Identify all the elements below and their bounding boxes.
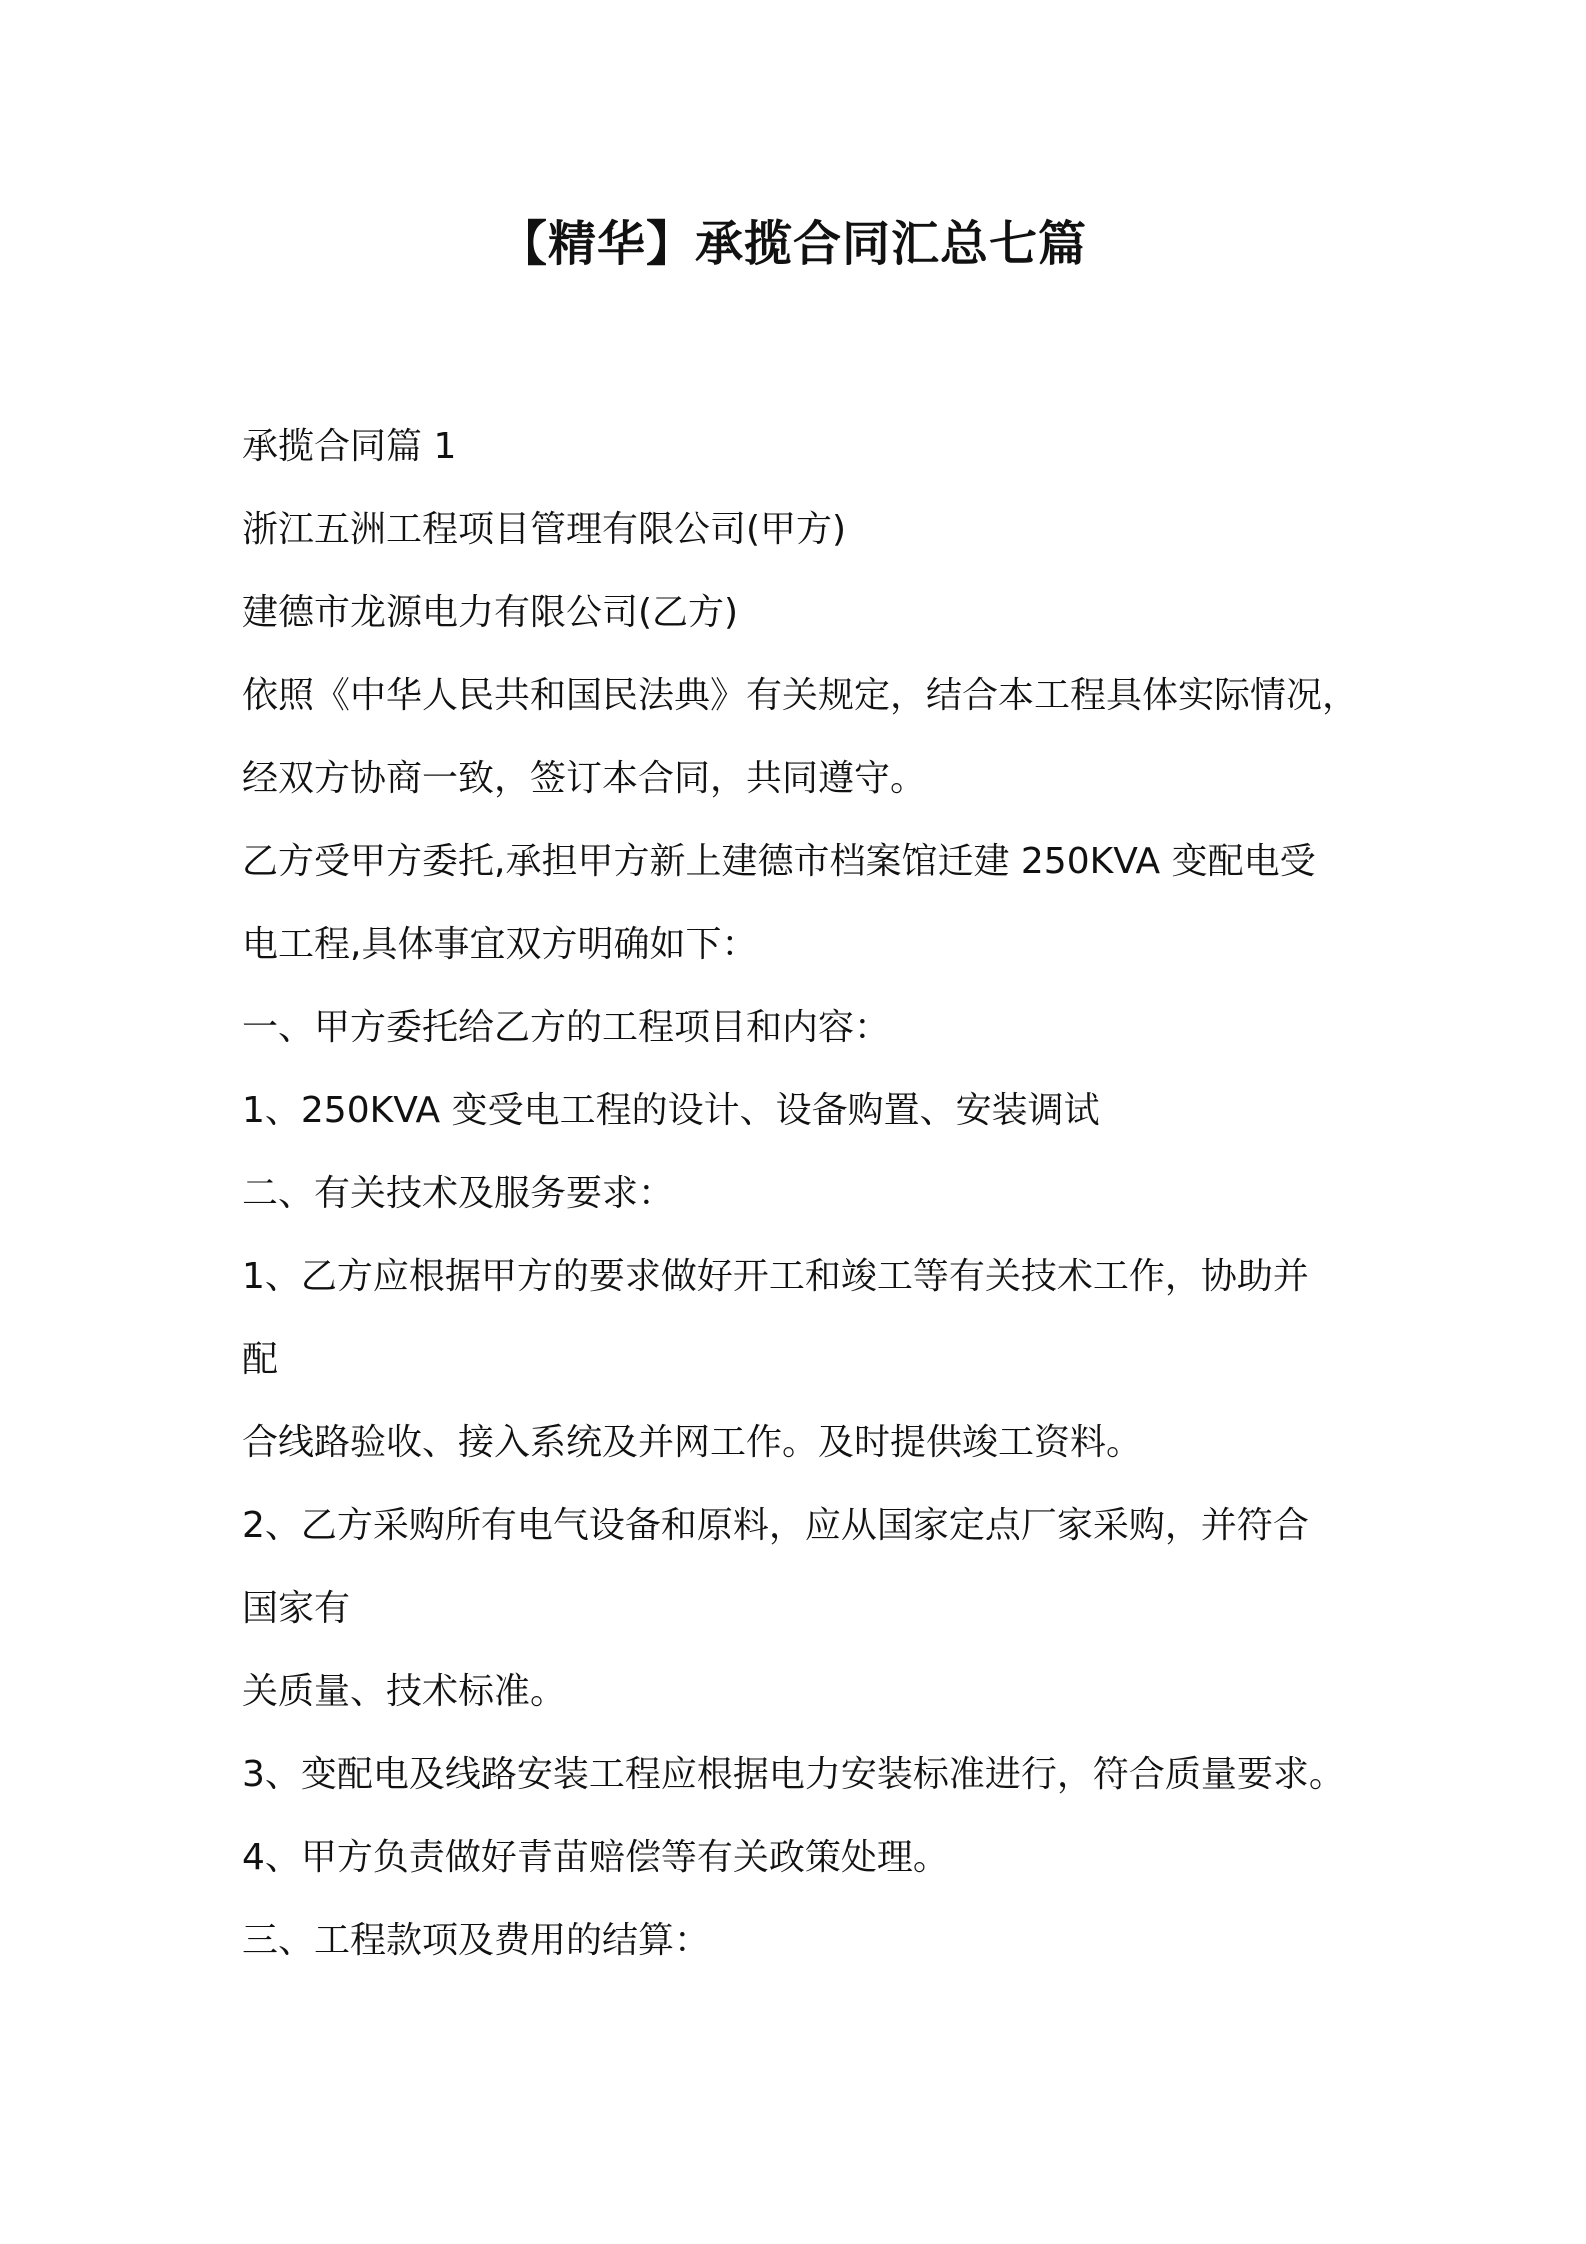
- text-line: 1、250KVA 变受电工程的设计、设备购置、安装调试: [242, 1090, 1100, 1131]
- text-line: 关质量、技术标准。: [242, 1671, 567, 1712]
- text-line: 建德市龙源电力有限公司(乙方): [242, 592, 739, 633]
- text-line: 经双方协商一致，签订本合同，共同遵守。: [242, 758, 927, 799]
- text-line: 1、乙方应根据甲方的要求做好开工和竣工等有关技术工作，协助并: [242, 1256, 1309, 1297]
- text-line: 配: [242, 1339, 279, 1380]
- text-line: 三、工程款项及费用的结算：: [242, 1920, 711, 1961]
- text-line: 2、乙方采购所有电气设备和原料，应从国家定点厂家采购，并符合: [242, 1505, 1309, 1546]
- document-body: [242, 405, 1382, 1982]
- text-line: 电工程,具体事宜双方明确如下：: [242, 924, 758, 965]
- text-line: 一、甲方委托给乙方的工程项目和内容：: [242, 1007, 891, 1048]
- text-line: 合线路验收、接入系统及并网工作。及时提供竣工资料。: [242, 1422, 1143, 1463]
- text-line: 4、甲方负责做好青苗赔偿等有关政策处理。: [242, 1837, 949, 1878]
- text-line: 3、变配电及线路安装工程应根据电力安装标准进行，符合质量要求。: [242, 1754, 1345, 1795]
- text-line: 浙江五洲工程项目管理有限公司(甲方): [242, 509, 847, 550]
- text-line: 承揽合同篇 1: [242, 426, 457, 467]
- text-line: 二、有关技术及服务要求：: [242, 1173, 675, 1214]
- text-line: 国家有: [242, 1588, 351, 1629]
- text-line: 依照《中华人民共和国民法典》有关规定，结合本工程具体实际情况，: [242, 675, 1359, 716]
- text-line: 乙方受甲方委托,承担甲方新上建德市档案馆迁建 250KVA 变配电受: [242, 841, 1316, 882]
- document-title: 【精华】承揽合同汇总七篇: [498, 216, 1087, 272]
